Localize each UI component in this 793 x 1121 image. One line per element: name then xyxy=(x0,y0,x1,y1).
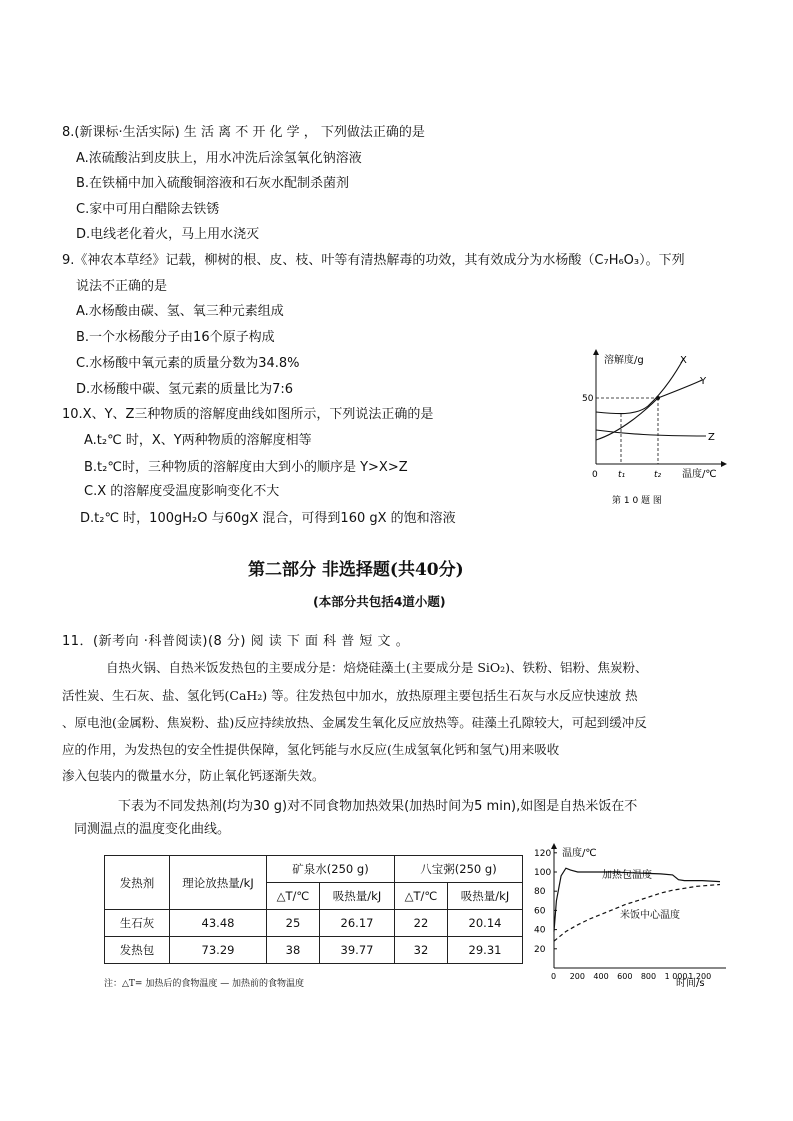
q11-para2-line-1: 下表为不同发热剂(均为30 g)对不同食物加热效果(加热时间为5 min),如图是自热米饭在不 xyxy=(118,799,638,814)
cell-dt2: 32 xyxy=(395,937,448,964)
x-tick-label: 0 xyxy=(551,972,557,981)
figure-y50: 50 xyxy=(582,394,594,404)
q11-para-line-2: 活性炭、生石灰、盐、氢化钙(CaH₂) 等。往发热包中加水，放热原理主要包括生石灰与水反应快速放 热 xyxy=(62,688,638,703)
cell-ab2: 20.14 xyxy=(448,910,523,937)
figure-caption: 第 1 0 题 图 xyxy=(612,496,662,506)
q11-para-line-5: 渗入包装内的微量水分，防止氧化钙逐渐失效。 xyxy=(62,768,325,783)
q11-stem: 11．(新考向 ·科普阅读)(8 分) 阅 读 下 面 科 普 短 文 。 xyxy=(62,634,410,649)
cell-agent: 发热包 xyxy=(105,937,170,964)
cell-ab1: 26.17 xyxy=(320,910,395,937)
q10-option-b: B.t₂℃时，三种物质的溶解度由大到小的顺序是 Y>X>Z xyxy=(84,460,408,475)
y-tick-label: 80 xyxy=(534,887,546,898)
intersection-point xyxy=(656,396,660,400)
q9-option-d: D.水杨酸中碳、氢元素的质量比为7:6 xyxy=(76,382,294,397)
label-y: Y xyxy=(700,376,707,387)
th-dt-porridge: △T/℃ xyxy=(395,883,448,910)
cell-ab2: 29.31 xyxy=(448,937,523,964)
x-tick-label: 400 xyxy=(593,972,609,981)
q10-option-d: D.t₂℃ 时，100gH₂O 与60gX 混合，可得到160 gX 的饱和溶液 xyxy=(80,511,456,526)
chart-ylabel: 温度/℃ xyxy=(562,848,597,859)
q10-option-c: C.X 的溶解度受温度影响变化不大 xyxy=(84,484,280,499)
y-tick-label: 60 xyxy=(534,906,546,917)
y-tick-label: 20 xyxy=(534,944,546,955)
part2-title: 第二部分 非选择题(共40分) xyxy=(248,560,464,580)
table-row xyxy=(105,937,523,964)
y-tick-label: 40 xyxy=(534,925,546,936)
label-x: X xyxy=(680,355,687,366)
th-agent: 发热剂 xyxy=(105,856,170,910)
q11-para-line-3: 、原电池(金属粉、焦炭粉、盐)反应持续放热、金属发生氧化反应放热等。硅藻土孔隙较大，可起到缓冲反 xyxy=(62,715,647,730)
curve-y xyxy=(596,380,702,440)
heating-table xyxy=(104,855,523,964)
figure-origin: 0 xyxy=(592,470,598,480)
th-theory: 理论放热量/kJ xyxy=(170,856,267,910)
part2-subtitle: (本部分共包括4道小题) xyxy=(313,594,446,609)
x-tick-label: 1 000 xyxy=(664,972,688,981)
y-tick-label: 100 xyxy=(534,868,552,878)
cell-dt1: 25 xyxy=(267,910,320,937)
x-tick-label: 1 200 xyxy=(688,972,712,981)
table-note: 注：△T= 加热后的食物温度 — 加热前的食物温度 xyxy=(104,979,305,989)
th-absorb-porridge: 吸热量/kJ xyxy=(448,883,523,910)
q10-option-a: A.t₂℃ 时，X、Y两种物质的溶解度相等 xyxy=(84,433,312,448)
figure-t1: t₁ xyxy=(618,470,626,480)
figure-ylabel: 溶解度/g xyxy=(604,355,644,366)
q9-stem-2: 说法不正确的是 xyxy=(76,279,168,294)
q8-option-b: B.在铁桶中加入硫酸铜溶液和石灰水配制杀菌剂 xyxy=(76,176,350,191)
th-porridge: 八宝粥(250 g) xyxy=(395,856,523,883)
figure-xlabel: 温度/℃ xyxy=(682,469,717,480)
q8-option-c: C.家中可用白醋除去铁锈 xyxy=(76,202,220,217)
cell-dt2: 22 xyxy=(395,910,448,937)
label-z: Z xyxy=(708,432,715,443)
th-absorb-water: 吸热量/kJ xyxy=(320,883,395,910)
q11-para-line-4: 应的作用，为发热包的安全性提供保障，氢化钙能与水反应(生成氢氧化钙和氢气)用来吸收 xyxy=(62,742,560,757)
th-water: 矿泉水(250 g) xyxy=(267,856,395,883)
cell-theory: 43.48 xyxy=(170,910,267,937)
legend-heating-pack: 加热包温度 xyxy=(602,870,652,881)
solubility-figure xyxy=(576,346,736,514)
q8-stem: 8.(新课标·生活实际) 生 活 离 不 开 化 学 ， 下列做法正确的是 xyxy=(62,125,425,140)
temperature-chart xyxy=(532,840,732,990)
q9-option-c: C.水杨酸中氧元素的质量分数为34.8% xyxy=(76,356,300,371)
figure-t2: t₂ xyxy=(654,470,662,480)
q8-option-a: A.浓硫酸沾到皮肤上，用水冲洗后涂氢氧化钠溶液 xyxy=(76,151,362,166)
q9-option-b: B.一个水杨酸分子由16个原子构成 xyxy=(76,330,275,345)
legend-rice-center: 米饭中心温度 xyxy=(620,910,680,921)
q8-option-d: D.电线老化着火，马上用水浇灭 xyxy=(76,227,260,242)
y-tick-label: 120 xyxy=(534,848,552,859)
curve-x xyxy=(596,358,684,414)
table-row xyxy=(105,910,523,937)
cell-ab1: 39.77 xyxy=(320,937,395,964)
x-tick-label: 600 xyxy=(617,972,633,981)
cell-agent: 生石灰 xyxy=(105,910,170,937)
q9-stem: 9.《神农本草经》记载，柳树的根、皮、枝、叶等有清热解毒的功效，其有效成分为水杨酸（C₇H₆O₃）。下列 xyxy=(62,253,685,268)
q11-para2-line-2: 同测温点的温度变化曲线。 xyxy=(74,822,231,837)
x-tick-label: 200 xyxy=(569,972,585,981)
cell-dt1: 38 xyxy=(267,937,320,964)
q11-para-line-1: 自热火锅、自热米饭发热包的主要成分是：焙烧硅藻土(主要成分是 SiO₂)、铁粉、铝粉、焦炭粉、 xyxy=(106,660,648,675)
chart-xlabel: 时间/s xyxy=(676,978,705,989)
q10-stem: 10.X、Y、Z三种物质的溶解度曲线如图所示，下列说法正确的是 xyxy=(62,407,434,422)
th-dt-water: △T/℃ xyxy=(267,883,320,910)
q9-option-a: A.水杨酸由碳、氢、氧三种元素组成 xyxy=(76,304,284,319)
cell-theory: 73.29 xyxy=(170,937,267,964)
x-tick-label: 800 xyxy=(640,972,657,981)
